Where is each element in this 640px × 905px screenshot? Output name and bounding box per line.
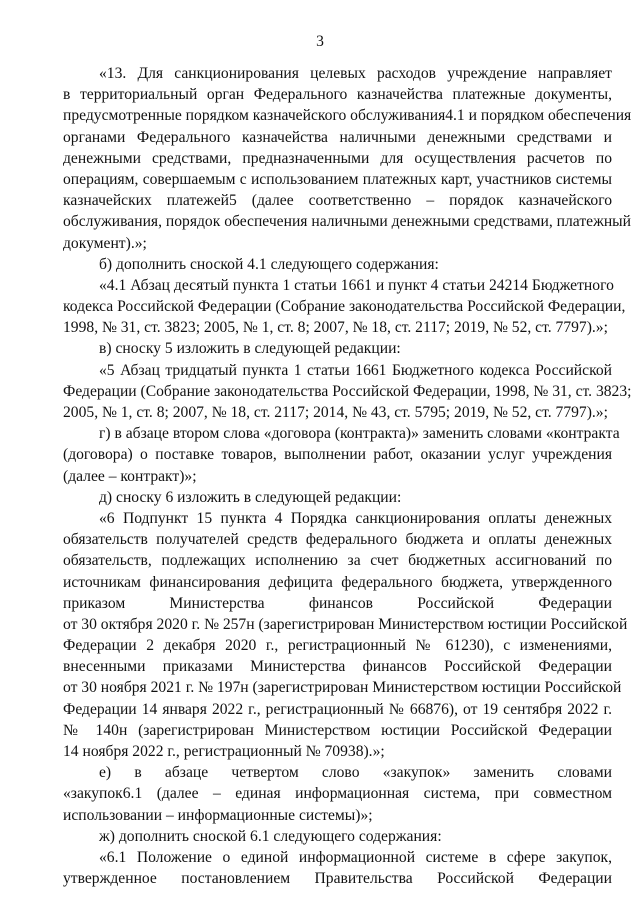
- text-line: в территориальный орган Федерального казначейства платежные документы,: [63, 86, 612, 104]
- text-line: обязательств, подлежащих исполнению за счет бюджетных ассигнований по: [63, 552, 612, 570]
- text-line: е) в абзаце четвертом слово «закупок» заменить словами: [99, 764, 612, 782]
- text-line: денежными средствами, предназначенными для осуществления расчетов по: [63, 149, 612, 167]
- text-line: «4.1 Абзац десятый пункта 1 статьи 1661 и пункт 4 статьи 24214 Бюджетного: [99, 276, 614, 294]
- text-line: операциям, совершаемым с использованием платежных карт, участников системы: [63, 170, 612, 188]
- text-line: «6 Подпункт 15 пункта 4 Порядка санкционирования оплаты денежных: [99, 509, 612, 527]
- text-line: в) сноску 5 изложить в следующей редакции:: [99, 340, 401, 358]
- text-line: источникам финансирования дефицита федерального бюджета, утвержденного: [63, 573, 612, 591]
- text-line: № 140н (зарегистрирован Министерством юстиции Российской Федерации: [63, 721, 612, 739]
- text-line: (далее – контракт)»;: [63, 467, 197, 485]
- text-line: от 30 октября 2020 г. № 257н (зарегистрирован Министерством юстиции Российской: [63, 615, 628, 633]
- text-line: «закупок6.1 (далее – единая информационная система, при совместном: [63, 785, 612, 803]
- text-line: «6.1 Положение о единой информационной системе в сфере закупок,: [99, 848, 612, 866]
- text-line: документ).»;: [63, 234, 147, 252]
- text-line: б) дополнить сноской 4.1 следующего содержания:: [99, 255, 439, 273]
- text-line: обязательств получателей средств федерального бюджета и оплаты денежных: [63, 531, 612, 549]
- page-number: 3: [316, 33, 324, 50]
- text-line: «13. Для санкционирования целевых расходов учреждение направляет: [99, 65, 612, 82]
- text-line: обслуживания, порядок обеспечения наличными денежными средствами, платежный: [63, 213, 632, 231]
- text-line: 1998, № 31, ст. 3823; 2005, № 1, ст. 8; 2007, № 18, ст. 2117; 2019, № 52, ст. 7797).»;: [63, 319, 608, 337]
- text-line: 14 ноября 2022 г., регистрационный № 70938).»;: [63, 743, 385, 760]
- text-line: использовании – информационные системы)»;: [63, 806, 373, 824]
- text-line: д) сноску 6 изложить в следующей редакции:: [99, 488, 402, 506]
- document-body: [63, 63, 632, 889]
- text-line: Федерации 14 января 2022 г., регистрационный № 66876), от 19 сентября 2022 г.: [63, 700, 612, 718]
- text-line: казначейских платежей5 (далее соответственно – порядок казначейского: [63, 192, 612, 210]
- text-line: «5 Абзац тридцатый пункта 1 статьи 1661 Бюджетного кодекса Российской: [99, 361, 612, 379]
- text-line: ж) дополнить сноской 6.1 следующего содержания:: [99, 827, 442, 845]
- text-line: внесенными приказами Министерства финансов Российской Федерации: [63, 658, 612, 676]
- text-line: Федерации 2 декабря 2020 г., регистрационный № 61230), с изменениями,: [63, 637, 612, 655]
- text-line: утвержденное постановлением Правительства Российской Федерации: [63, 870, 612, 888]
- text-line: органами Федерального казначейства наличными денежными средствами и: [63, 128, 612, 146]
- text-line: кодекса Российской Федерации (Собрание законодательства Российской Федерации,: [63, 298, 626, 316]
- text-line: (договора) о поставке товаров, выполнении работ, оказании услуг учреждения: [63, 446, 612, 464]
- text-line: г) в абзаце втором слова «договора (контракта)» заменить словами «контракта: [99, 425, 620, 443]
- text-line: предусмотренные порядком казначейского обслуживания4.1 и порядком обеспечения: [63, 107, 632, 125]
- text-line: приказом Министерства финансов Российской Федерации: [63, 594, 612, 612]
- text-line: от 30 ноября 2021 г. № 197н (зарегистрирован Министерством юстиции Российской: [63, 679, 622, 697]
- text-line: Федерации (Собрание законодательства Российской Федерации, 1998, № 31, ст. 3823;: [63, 382, 632, 400]
- text-line: 2005, № 1, ст. 8; 2007, № 18, ст. 2117; 2014, № 43, ст. 5795; 2019, № 52, ст. 7797).»;: [63, 404, 608, 421]
